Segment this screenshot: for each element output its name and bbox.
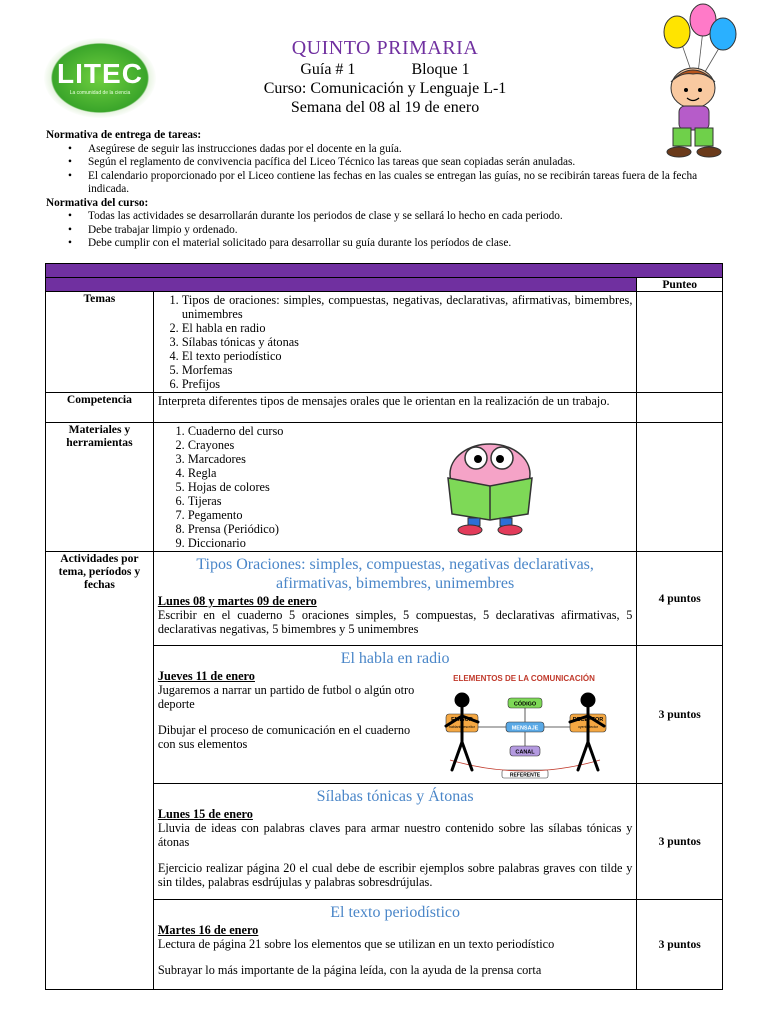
logo-text: LITEC <box>57 58 143 89</box>
list-item: 4. El texto periodístico <box>182 349 633 363</box>
receptor-sub: oyente lector <box>578 725 599 729</box>
actividades-label: Actividades por tema, períodos y fechas <box>46 552 154 990</box>
activity-date: Lunes 15 de enero <box>157 807 253 821</box>
temas-label: Temas <box>46 292 154 393</box>
activity-text: Lectura de página 21 sobre los elementos que se utilizan en un texto periodístico <box>157 937 555 951</box>
table-row-actividad-1 <box>46 552 723 646</box>
brain-reading-book-illustration <box>434 434 546 536</box>
competencia-text: Interpreta diferentes tipos de mensajes orales que le orientan en la realización de un trabajo. <box>153 393 637 423</box>
list-item: 6. Tijeras <box>188 494 633 508</box>
list-item: 5. Morfemas <box>182 363 633 377</box>
activity-text: Subrayar lo más importante de la página leída, con la ayuda de la prensa corta <box>157 963 542 977</box>
guia-number: Guía # 1 <box>300 61 356 78</box>
activity-text: Ejercicio realizar página 20 el cual debe de escribir ejemplos sobre palabras graves con tilde y sin tildes, palabras esdrújulas y palabras sobresdrújulas. <box>157 861 633 889</box>
list-item: 5. Hojas de colores <box>188 480 633 494</box>
mensaje-label: MENSAJE <box>512 725 539 732</box>
communication-elements-diagram <box>420 672 628 780</box>
activity-text: Escribir en el cuaderno 5 oraciones simples, 5 compuestas, 5 declarativas afirmativas, 5 declarativas negativas, 5 bimembres y 5 unimembres <box>157 608 633 636</box>
semana-line: Semana del 08 al 19 de enero <box>290 99 480 116</box>
list-item: • El calendario proporcionado por el Liceo contiene las fechas en las cuales se entregan las guías, no se recibirán tareas fuera de la fecha indicada. <box>88 170 726 197</box>
punteo-header: Punteo <box>637 278 723 292</box>
activity-text: Lluvia de ideas con palabras claves para armar nuestro contenido sobre las sílabas tónicas y átonas <box>157 821 633 849</box>
activity-title: Tipos Oraciones: simples, compuestas, negativas declarativas, afirmativas, bimembres, unimembres <box>196 556 594 592</box>
emisor-sub: hablante escritor <box>449 725 476 729</box>
curso-rules-list <box>46 210 726 251</box>
materiales-label: Materiales y herramientas <box>46 423 154 552</box>
list-item: • Debe cumplir con el material solicitado para desarrollar su guía durante los períodos de clase. <box>88 237 726 251</box>
list-item: 6. Prefijos <box>182 377 633 391</box>
activity-date: Jueves 11 de enero <box>157 669 255 683</box>
bloque-number: Bloque 1 <box>411 61 470 78</box>
temas-list <box>158 293 633 391</box>
table-row <box>46 278 723 292</box>
activity-text: Jugaremos a narrar un partido de futbol o algún otro deporte <box>157 683 415 711</box>
codigo-label: CÓDIGO <box>514 701 537 708</box>
activity-date: Lunes 08 y martes 09 de enero <box>157 594 317 608</box>
list-item: 8. Prensa (Periódico) <box>188 522 633 536</box>
page-title: QUINTO PRIMARIA <box>291 37 479 59</box>
activity-points: 4 puntos <box>637 552 723 646</box>
list-item: 1. Tipos de oraciones: simples, compuestas, negativas, declarativas, afirmativas, bimembres, unimembres <box>182 293 633 321</box>
emisor-label: EMISOR <box>451 717 474 723</box>
diagram-title: ELEMENTOS DE LA COMUNICACIÓN <box>453 674 596 683</box>
list-item: • Debe trabajar limpio y ordenado. <box>88 224 726 238</box>
materiales-list <box>158 424 633 550</box>
receptor-label: RECEPTOR <box>573 717 604 723</box>
canal-label: CANAL <box>515 749 536 756</box>
entrega-rules-list <box>46 143 726 197</box>
activity-text: Dibujar el proceso de comunicación en el cuaderno con sus elementos <box>157 723 411 751</box>
list-item: 3. Sílabas tónicas y átonas <box>182 335 633 349</box>
curso-rules-title: Normativa del curso: <box>46 196 149 209</box>
guia-line <box>200 60 570 79</box>
activity-title: El texto periodístico <box>330 904 460 921</box>
list-item: 2. El habla en radio <box>182 321 633 335</box>
activity-title: Sílabas tónicas y Átonas <box>316 788 474 805</box>
list-item: 4. Regla <box>188 466 633 480</box>
activity-points: 3 puntos <box>637 646 723 784</box>
list-item: 9. Diccionario <box>188 536 633 550</box>
list-item: • Según el reglamento de convivencia pacífica del Liceo Técnico las tareas que sean copiadas serán anuladas. <box>88 156 726 170</box>
activity-points: 3 puntos <box>637 784 723 900</box>
curso-line: Curso: Comunicación y Lenguaje L-1 <box>263 80 507 97</box>
list-item: 7. Pegamento <box>188 508 633 522</box>
entrega-rules-title: Normativa de entrega de tareas: <box>46 129 202 141</box>
referente-label: REFERENTE <box>510 772 541 779</box>
table-row-temas <box>46 292 723 393</box>
table-row-materiales <box>46 423 723 552</box>
litec-logo <box>44 38 156 118</box>
rules-section <box>46 129 726 251</box>
guide-table <box>45 263 723 990</box>
activity-date: Martes 16 de enero <box>157 923 259 937</box>
page-header <box>200 36 570 117</box>
list-item: 2. Crayones <box>188 438 633 452</box>
table-header-band <box>46 264 723 278</box>
list-item: 1. Cuaderno del curso <box>188 424 633 438</box>
list-item: 3. Marcadores <box>188 452 633 466</box>
table-row-competencia <box>46 393 723 423</box>
logo-small-text: La comunidad de la ciencia <box>69 90 131 96</box>
list-item: • Todas las actividades se desarrollarán durante los periodos de clase y se sellará lo hecho en cada periodo. <box>88 210 726 224</box>
activity-points: 3 puntos <box>637 900 723 990</box>
activity-title: El habla en radio <box>340 650 450 667</box>
list-item: • Asegúrese de seguir las instrucciones dadas por el docente en la guía. <box>88 143 726 157</box>
competencia-label: Competencia <box>46 393 154 423</box>
